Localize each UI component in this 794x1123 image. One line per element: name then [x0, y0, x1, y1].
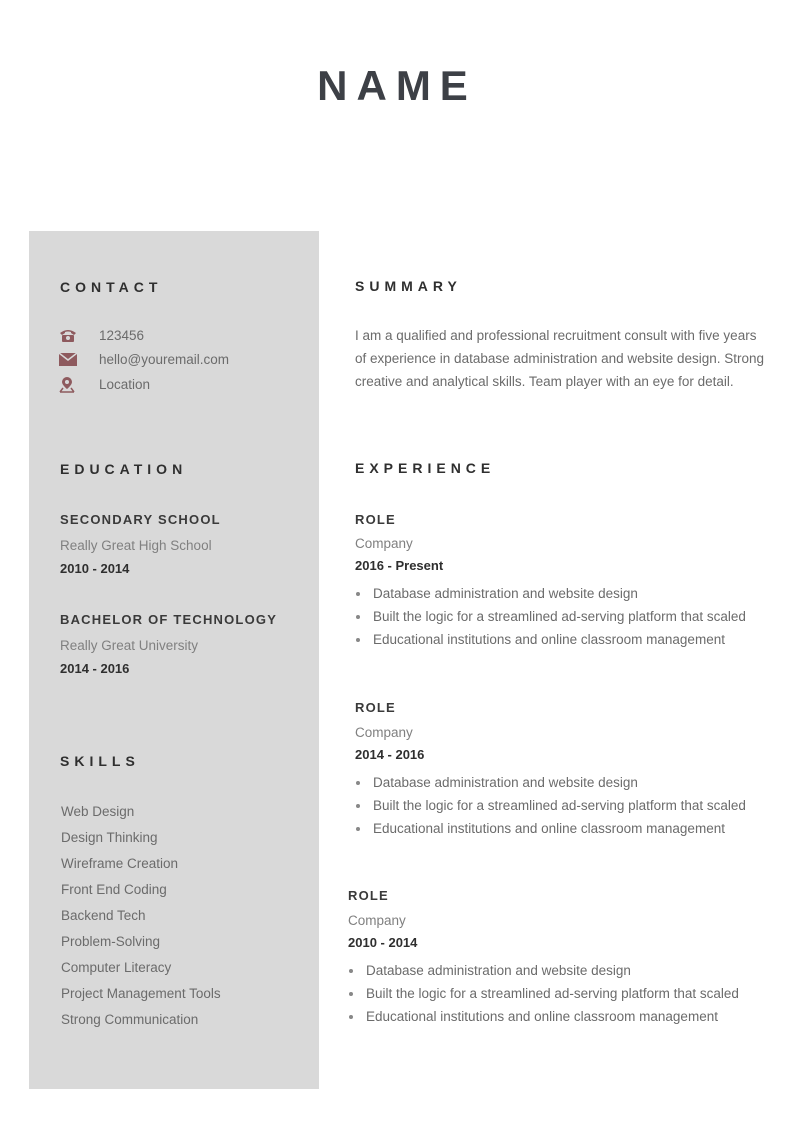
skill-item: Front End Coding	[61, 882, 167, 897]
contact-list	[59, 323, 229, 397]
summary-text: I am a qualified and professional recruitment consult with five years of experience in database administration and website design. Strong creative and analytical skills. Team player with an eye for detail.	[355, 328, 765, 389]
skill-item: Computer Literacy	[61, 960, 172, 975]
skill-item: Strong Communication	[61, 1012, 199, 1027]
contact-phone	[59, 323, 229, 348]
contact-phone-text: 123456	[99, 327, 145, 343]
skill-item: Design Thinking	[61, 830, 158, 845]
location-icon	[59, 376, 99, 393]
experience-bullet: Built the logic for a streamlined ad-serving platform that scaled	[355, 794, 746, 817]
skill-item: Backend Tech	[61, 908, 146, 923]
experience-dates: 2016 - Present	[355, 558, 444, 573]
experience-dates: 2014 - 2016	[355, 747, 425, 762]
contact-location	[59, 372, 229, 397]
experience-bullet: Database administration and website design	[348, 959, 739, 982]
skills-heading: SKILLS	[60, 753, 140, 769]
experience-bullet: Educational institutions and online classroom management	[355, 628, 746, 651]
experience-bullet: Database administration and website design	[355, 582, 746, 605]
experience-bullet: Built the logic for a streamlined ad-serving platform that scaled	[348, 982, 739, 1005]
skill-item: Wireframe Creation	[61, 856, 179, 871]
experience-bullet: Database administration and website design	[355, 771, 746, 794]
experience-dates: 2010 - 2014	[348, 935, 418, 950]
education-dates: 2010 - 2014	[60, 561, 130, 576]
contact-location-text: Location	[99, 376, 151, 392]
education-dates: 2014 - 2016	[60, 661, 130, 676]
experience-bullet: Educational institutions and online classroom management	[348, 1005, 739, 1028]
skills-list	[61, 799, 221, 1033]
experience-bullets	[355, 582, 746, 651]
experience-role: ROLE	[355, 512, 396, 527]
phone-icon	[59, 328, 99, 342]
email-icon	[59, 353, 99, 366]
contact-email	[59, 348, 229, 373]
resume-name: NAME	[317, 62, 477, 109]
skill-item: Project Management Tools	[61, 986, 221, 1001]
skill-item: Web Design	[61, 804, 135, 819]
experience-role: ROLE	[355, 700, 396, 715]
education-school: Really Great High School	[60, 538, 212, 553]
experience-bullets	[355, 771, 746, 840]
experience-bullet: Built the logic for a streamlined ad-serving platform that scaled	[355, 605, 746, 628]
education-degree: SECONDARY SCHOOL	[60, 512, 221, 527]
experience-company: Company	[348, 913, 406, 928]
experience-item	[348, 888, 739, 1028]
experience-item	[355, 512, 746, 651]
summary-heading: SUMMARY	[355, 278, 462, 294]
education-item	[60, 512, 221, 576]
experience-company: Company	[355, 536, 413, 551]
experience-heading: EXPERIENCE	[355, 460, 496, 476]
experience-company: Company	[355, 725, 413, 740]
education-school: Really Great University	[60, 638, 199, 653]
skill-item: Problem-Solving	[61, 934, 161, 949]
experience-item	[355, 700, 746, 840]
experience-bullet: Educational institutions and online classroom management	[355, 817, 746, 840]
contact-heading: CONTACT	[60, 279, 163, 295]
experience-bullets	[348, 959, 739, 1028]
experience-role: ROLE	[348, 888, 389, 903]
education-degree: BACHELOR OF TECHNOLOGY	[60, 612, 278, 627]
education-heading: EDUCATION	[60, 461, 188, 477]
contact-email-text[interactable]: hello@youremail.com	[99, 352, 230, 368]
education-item	[60, 612, 277, 676]
